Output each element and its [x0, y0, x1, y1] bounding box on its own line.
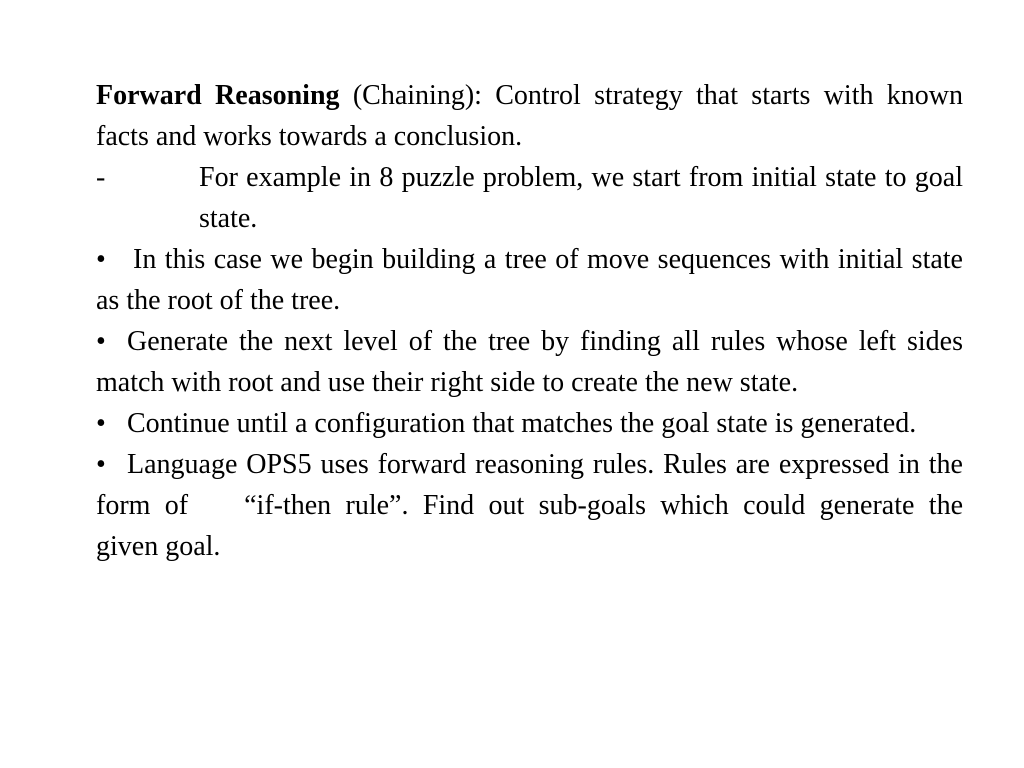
- bullet-icon: •: [96, 449, 106, 480]
- bullet-icon: •: [96, 408, 106, 439]
- slide-content: [96, 75, 963, 567]
- dash-marker: -: [96, 162, 106, 193]
- bullet-icon: •: [96, 244, 106, 275]
- bullet-text: Language OPS5 uses forward reasoning rules. Rules are expressed in the form of: [96, 449, 963, 521]
- definition-paragraph: [96, 75, 963, 157]
- bullet-item-ops5: [96, 444, 963, 567]
- bullet-item-continue: [96, 403, 963, 444]
- definition-term: Forward Reasoning: [96, 80, 340, 111]
- definition-text: (Chaining): Control strategy that starts with known facts and works towards a conclusion.: [96, 80, 964, 152]
- bullet-item-generate: [96, 321, 963, 403]
- bullet-text: Generate the next level of the tree by finding all rules whose left sides match with root and use their right side to create the new state.: [96, 326, 963, 398]
- example-item: [96, 157, 963, 239]
- bullet-text: In this case we begin building a tree of move sequences with initial state as the root of the tree.: [96, 244, 963, 316]
- bullet-item-tree: [96, 239, 963, 321]
- bullet-text-continued: “if-then rule”. Find out sub-goals which could generate the given goal.: [96, 490, 963, 562]
- example-text: For example in 8 puzzle problem, we start from initial state to goal state.: [199, 162, 963, 234]
- bullet-icon: •: [96, 326, 106, 357]
- bullet-text: Continue until a configuration that matches the goal state is generated.: [127, 408, 917, 439]
